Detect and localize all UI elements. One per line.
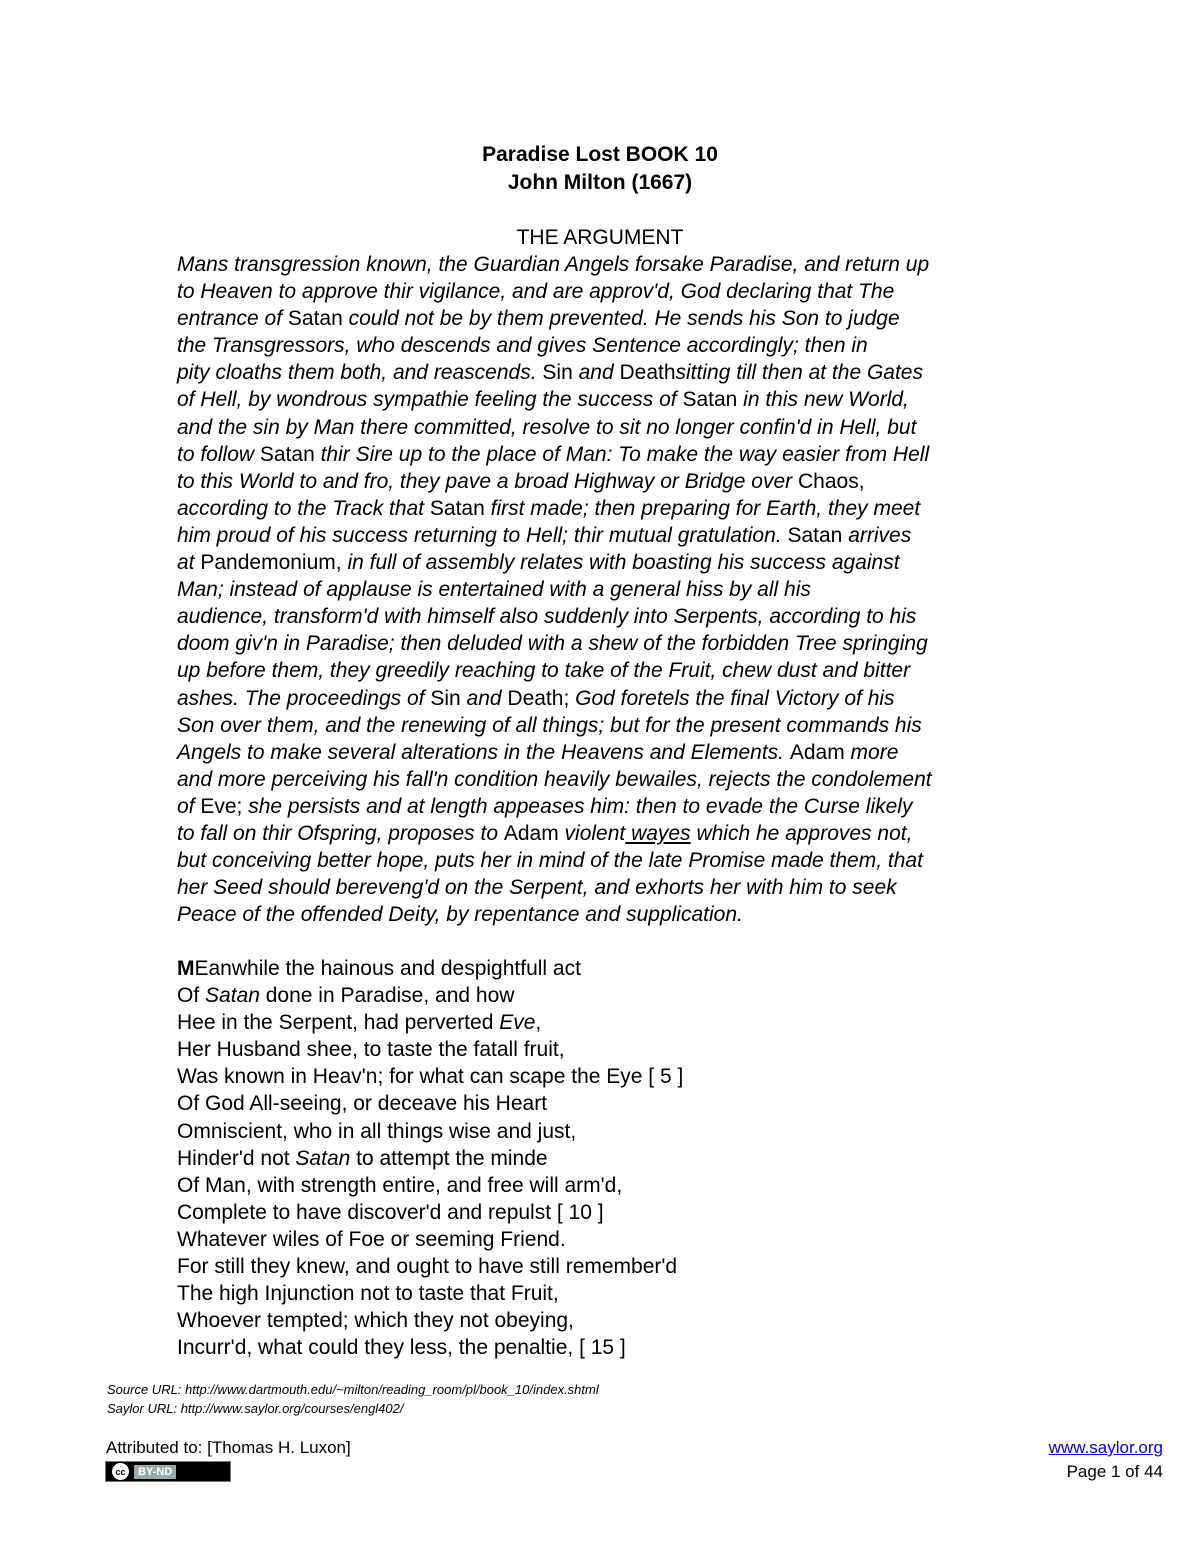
argument-text-run: according to the Track that (177, 496, 430, 520)
poem-line (177, 955, 1077, 982)
argument-text-run: wayes (625, 821, 691, 845)
poem-line (177, 1118, 1077, 1145)
argument-text-run: to Heaven to approve thir vigilance, and are approv'd, God declaring that The (177, 280, 895, 304)
argument-line (177, 495, 1187, 522)
argument-line (177, 332, 1187, 359)
argument-text-run: Angels to make several alterations in the Heavens and Elements. (177, 740, 790, 764)
drop-cap: M (177, 957, 195, 980)
poem-text-run: , (535, 1011, 542, 1035)
document-title: Paradise Lost BOOK 10 (482, 143, 718, 166)
argument-text-run: Adam (789, 740, 845, 764)
argument-text-run: she persists and at length appeases him: then to evade the Curse likely (242, 794, 913, 818)
argument-text-run: Satan (787, 523, 843, 547)
page-number: Page 1 of 44 (1066, 1462, 1163, 1481)
argument-text-run: Pandemonium, (200, 551, 342, 575)
argument-text-run: and (572, 361, 620, 385)
poem-line (177, 1145, 1077, 1172)
poem-text-run: For still they knew, and ought to have still remember'd (177, 1255, 678, 1279)
argument-text-run: Satan (682, 388, 738, 412)
argument-line (177, 305, 1187, 332)
poem-text-run: Complete to have discover'd and repulst [ 10 ] (177, 1200, 604, 1224)
poem-line (177, 1307, 1077, 1334)
argument-line (177, 657, 1187, 684)
argument-line (177, 278, 1187, 305)
argument-line (177, 603, 1187, 630)
argument-text-run: Death; (507, 686, 570, 710)
poem-line (177, 1172, 1077, 1199)
argument-text-run: Satan (287, 307, 343, 331)
argument-text-run: to fall on thir Ofspring, proposes to (177, 821, 504, 845)
argument-text-run: Mans transgression known, the Guardian Angels forsake Paradise, and return up (177, 253, 930, 276)
argument-line (177, 576, 1187, 603)
poem-text-run: Hee in the Serpent, had perverted (177, 1011, 500, 1035)
argument-text-run: God foretels the final Victory of his (569, 686, 895, 710)
argument-line (177, 468, 1187, 495)
cc-license-badge[interactable] (105, 1461, 231, 1482)
argument-text-run: Son over them, and the renewing of all things; but for the present commands his (177, 713, 922, 737)
argument-line (177, 251, 1187, 278)
argument-text-run: pity cloaths them both, and reascends. (177, 361, 543, 385)
argument-text-run: Satan (259, 442, 315, 466)
argument-line (177, 820, 1187, 847)
argument-text-run: Sin (430, 686, 461, 710)
footer-urls (107, 1380, 599, 1418)
author-line: John Milton (1667) (507, 171, 693, 194)
argument-text-run: up before them, they greedily reaching to take of the Fruit, chew dust and bitter (177, 659, 911, 683)
poem-text-run: Of (177, 984, 206, 1008)
argument-line (177, 901, 1187, 928)
poem-text-run: Eanwhile the hainous and despightfull act (194, 957, 581, 980)
argument-line (177, 359, 1187, 386)
argument-line (177, 712, 1187, 739)
argument-line (177, 685, 1187, 712)
poem-line (177, 1226, 1077, 1253)
argument-line (177, 414, 1187, 441)
poem-text-run: Satan (205, 984, 260, 1008)
argument-text-run: in this new World, (737, 388, 909, 412)
argument-text-run: at (177, 551, 201, 575)
poem-text-run: Whatever wiles of Foe or seeming Friend. (177, 1227, 566, 1251)
argument-line (177, 874, 1187, 901)
argument-text-run: him proud of his success returning to Hell; thir mutual gratulation. (177, 523, 788, 547)
argument-text-run: and (460, 686, 508, 710)
poem-text-run: Satan (295, 1146, 351, 1170)
poem-text-run: Her Husband shee, to taste the fatall fruit, (177, 1038, 565, 1062)
argument-heading: THE ARGUMENT (516, 226, 684, 249)
poem-line (177, 1036, 1077, 1063)
title-block (0, 141, 1200, 197)
argument-text-run: to follow (177, 442, 260, 466)
argument-line (177, 630, 1187, 657)
poem-line (177, 1199, 1077, 1226)
attribution: Attributed to: [Thomas H. Luxon] (106, 1438, 351, 1457)
argument-text-run: sitting till then at the Gates (675, 361, 923, 385)
argument-line (177, 386, 1187, 413)
argument-text-run: which he approves not, (690, 821, 913, 845)
argument-text-run: Man; instead of applause is entertained with a general hiss by all his (177, 578, 811, 602)
poem-line (177, 1253, 1077, 1280)
argument-text-run: thir Sire up to the place of Man: To make the way easier from Hell (314, 442, 930, 466)
license-label: BY-ND (134, 1465, 176, 1479)
argument-line (177, 441, 1187, 468)
argument-text-run: Sin (542, 361, 573, 385)
argument-body (177, 251, 1187, 928)
argument-text-run: violent (558, 821, 626, 845)
saylor-url: Saylor URL: http://www.saylor.org/courses/engl402/ (107, 1401, 404, 1416)
argument-text-run: the Transgressors, who descends and gives Sentence accordingly; then in (177, 334, 868, 358)
argument-text-run: Satan (429, 496, 485, 520)
poem-text-run: Hinder'd not (177, 1146, 296, 1170)
poem-text-run: Of Man, with strength entire, and free will arm'd, (177, 1173, 623, 1197)
argument-text-run: entrance of (177, 307, 288, 331)
poem-line (177, 1334, 1077, 1361)
poem-text (177, 955, 1077, 1361)
poem-text-run: Of God All-seeing, or deceave his Heart (177, 1092, 548, 1116)
poem-text-run: to attempt the minde (350, 1146, 548, 1170)
argument-line (177, 549, 1187, 576)
argument-text-run: audience, transform'd with himself also suddenly into Serpents, according to his (177, 605, 917, 629)
poem-line (177, 1063, 1077, 1090)
argument-text-run: more (844, 740, 899, 764)
argument-text-run: but conceiving better hope, puts her in mind of the late Promise made them, that (177, 849, 923, 873)
argument-text-run: Death (619, 361, 676, 385)
argument-line (177, 739, 1187, 766)
poem-text-run: Omniscient, who in all things wise and just, (177, 1119, 577, 1143)
saylor-link[interactable]: www.saylor.org (1048, 1438, 1163, 1457)
argument-text-run: could not be by them prevented. He sends his Son to judge (342, 307, 900, 331)
argument-text-run: Adam (503, 821, 559, 845)
argument-text-run: ashes. The proceedings of (177, 686, 431, 710)
poem-line (177, 982, 1077, 1009)
cc-icon: cc (112, 1463, 129, 1480)
poem-text-run: Whoever tempted; which they not obeying, (177, 1309, 574, 1333)
poem-text-run: Eve (499, 1011, 536, 1035)
argument-text-run: Peace of the offended Deity, by repentance and supplication. (177, 903, 743, 927)
poem-text-run: done in Paradise, and how (259, 984, 515, 1008)
argument-text-run: of (177, 794, 201, 818)
poem-line (177, 1009, 1077, 1036)
argument-text-run: her Seed should bereveng'd on the Serpent, and exhorts her with him to seek (177, 876, 897, 900)
argument-line (177, 793, 1187, 820)
argument-text-run: Chaos, (798, 469, 865, 493)
argument-text-run: Eve; (200, 794, 243, 818)
poem-text-run: The high Injunction not to taste that Fruit, (177, 1282, 559, 1306)
argument-line (177, 847, 1187, 874)
argument-text-run: arrives (842, 523, 912, 547)
argument-text-run: to this World to and fro, they pave a broad Highway or Bridge over (177, 469, 798, 493)
argument-text-run: first made; then preparing for Earth, they meet (484, 496, 921, 520)
poem-line (177, 1280, 1077, 1307)
argument-text-run: and more perceiving his fall'n condition heavily bewailes, rejects the condolement (177, 767, 932, 791)
argument-text-run: and the sin by Man there committed, resolve to sit no longer confin'd in Hell, but (177, 415, 917, 439)
argument-line (177, 522, 1187, 549)
argument-line (177, 766, 1187, 793)
poem-text-run: Incurr'd, what could they less, the penaltie, [ 15 ] (177, 1336, 626, 1360)
argument-text-run: in full of assembly relates with boasting his success against (341, 551, 900, 575)
source-url: Source URL: http://www.dartmouth.edu/~milton/reading_room/pl/book_10/index.shtml (107, 1382, 599, 1397)
argument-text-run: of Hell, by wondrous sympathie feeling the success of (177, 388, 683, 412)
poem-line (177, 1090, 1077, 1117)
argument-text-run: doom giv'n in Paradise; then deluded with a shew of the forbidden Tree springing (177, 632, 928, 656)
poem-text-run: Was known in Heav'n; for what can scape the Eye [ 5 ] (177, 1065, 684, 1089)
